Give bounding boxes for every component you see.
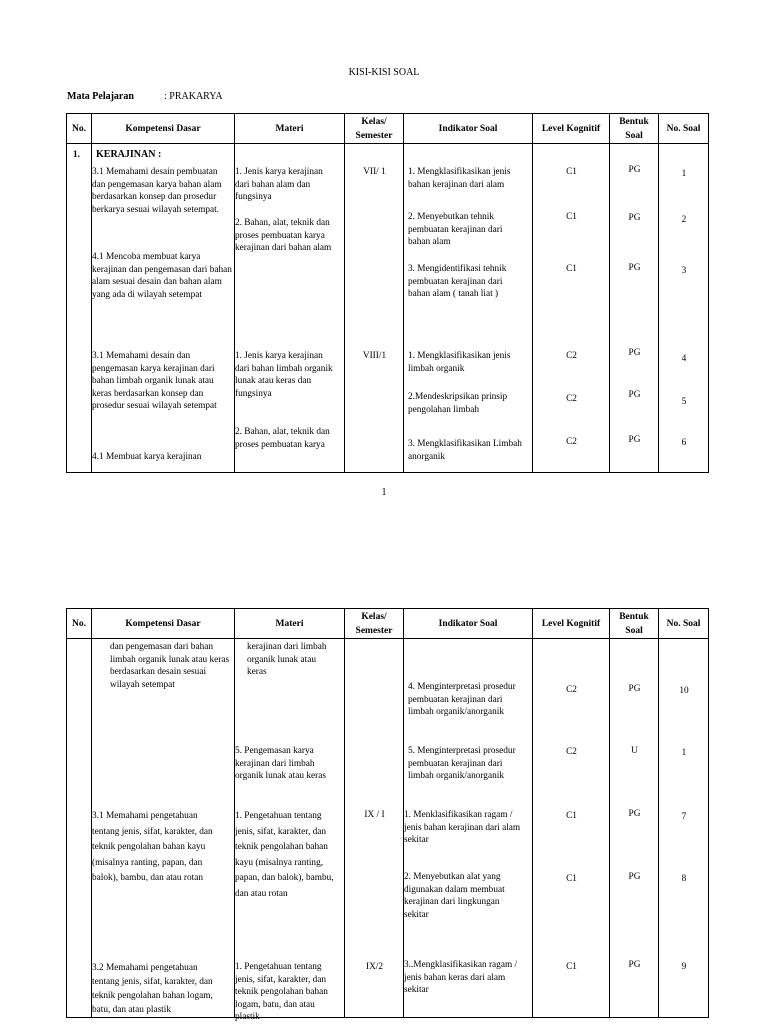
level-value: C2	[566, 437, 577, 447]
kelas-value: VII/ 1	[363, 167, 386, 177]
header-no-soal: No. Soal	[659, 114, 709, 144]
table-row	[67, 639, 709, 1018]
header-bentuk-soal: Bentuk Soal	[610, 609, 659, 639]
level-value: C2	[566, 747, 577, 757]
level-value: C2	[566, 351, 577, 361]
materi-item: 2. Bahan, alat, teknik dan proses pembuatan karya kerajinan dari bahan alam	[235, 218, 332, 253]
materi-item: 2. Bahan, alat, teknik dan proses pembuatan karya	[235, 427, 330, 450]
kd-item: 4.1 Membuat karya kerajinan	[92, 452, 202, 462]
kelas-value: IX/2	[365, 962, 384, 972]
indikator-item: 2. Menyebutkan tehnik pembuatan kerajinan dari bahan alam	[408, 212, 503, 247]
header-row	[67, 114, 709, 144]
table-row	[67, 144, 709, 473]
header-indikator-soal: Indikator Soal	[404, 114, 533, 144]
bentuk-value: PG	[628, 390, 641, 400]
bentuk-value: PG	[628, 348, 641, 358]
bentuk-value: PG	[628, 213, 641, 223]
indikator-item: 3..Mengklasifikasikan ragam / jenis bahan keras dari alam sekitar	[404, 960, 518, 995]
materi-item: 1. Pengetahuan tentang jenis, sifat, karakter, dan teknik pengolahan bahan kayu (misalnya ranting, papan, dan balok), bambu, dan atau rotan	[235, 811, 334, 899]
header-kelas-semester: Kelas/ Semester	[345, 114, 404, 144]
kd-item: 3.1 Memahami pengetahuan tentang jenis, sifat, karakter, dan teknik pengolahan bahan kayu (misalnya ranting, papan, dan balok), bambu, dan atau rotan	[92, 811, 213, 883]
bentuk-value: PG	[628, 872, 641, 882]
bentuk-value: U	[631, 746, 638, 756]
indikator-item: 5. Menginterpretasi prosedur pembuatan kerajinan dari limbah organik/anorganik	[408, 746, 516, 781]
header-no: No.	[67, 609, 92, 639]
header-materi: Materi	[235, 609, 345, 639]
kd-item: 4.1 Mencoba membuat karya kerajinan dan pengemasan dari bahan alam sesuai desain dan bahan alam yang ada di wilayah setempat	[92, 252, 232, 300]
subject-label: Mata Pelajaran	[67, 91, 134, 102]
materi-item: 1. Pengetahuan tentang jenis, sifat, karakter, dan teknik pengolahan bahan logam, batu, dan atau plastik	[235, 962, 328, 1022]
level-value: C1	[566, 811, 577, 821]
level-value: C2	[566, 394, 577, 404]
bentuk-value: PG	[628, 960, 641, 970]
bentuk-value: PG	[628, 165, 641, 175]
header-no-soal: No. Soal	[659, 609, 709, 639]
kd-item: 3.2 Memahami pengetahuan tentang jenis, sifat, karakter, dan teknik pengolahan bahan logam, batu, dan atau plastik	[92, 963, 213, 1015]
soal-number: 2	[681, 215, 687, 225]
bentuk-value: PG	[628, 435, 641, 445]
kelas-value: VIII/1	[362, 351, 387, 361]
kd-item: dan pengemasan dari bahan limbah organik lunak atau keras berdasarkan desain sesuai wilayah setempat	[110, 642, 230, 690]
level-value: C1	[566, 874, 577, 884]
header-kompetensi-dasar: Kompetensi Dasar	[92, 114, 235, 144]
level-value: C1	[566, 962, 577, 972]
page-number: 1	[381, 487, 387, 498]
kelas-value: IX / I	[364, 810, 385, 820]
indikator-item: 1. Mengklasifikasikan jenis bahan kerajinan dari alam	[408, 167, 511, 190]
soal-number: 8	[681, 874, 687, 884]
header-kelas-semester: Kelas/ Semester	[345, 609, 404, 639]
materi-item: 1. Jenis karya kerajinan dari bahan alam dan fungsinya	[235, 167, 323, 202]
bentuk-value: PG	[628, 263, 641, 273]
bentuk-value: PG	[628, 809, 641, 819]
subject-value: : PRAKARYA	[164, 91, 223, 102]
header-kompetensi-dasar: Kompetensi Dasar	[92, 609, 235, 639]
level-value: C1	[566, 212, 577, 222]
header-indikator-soal: Indikator Soal	[404, 609, 533, 639]
indikator-item: 4. Menginterpretasi prosedur pembuatan kerajinan dari limbah organik/anorganik	[408, 682, 516, 717]
indikator-item: 2.Mendeskripsikan prinsip pengolahan limbah	[408, 392, 508, 415]
kd-item: 3.1 Memahami desain dan pengemasan karya kerajinan dari bahan limbah organik lunak atau keras berdasarkan konsep dan prosedur sesuai wilayah setempat	[92, 351, 217, 411]
level-value: C2	[566, 685, 577, 695]
section-number: 1.	[73, 150, 80, 160]
indikator-item: 3. Mengklasifikasikan Limbah anorganik	[408, 439, 522, 462]
header-no: No.	[67, 114, 92, 144]
kd-item: 3.1 Memahami desain pembuatan dan pengemasan karya bahan alam berdasarkan konsep dan prosedur berkarya sesuai wilayah setempat.	[92, 167, 222, 215]
materi-item: kerajinan dari limbah organik lunak atau keras	[247, 642, 327, 677]
soal-number: 9	[681, 962, 687, 972]
soal-number: 7	[681, 812, 687, 822]
indikator-item: 2. Menyebutkan alat yang digunakan dalam membuat kerajinan dari lingkungan sekitar	[404, 872, 505, 920]
bentuk-value: PG	[628, 684, 641, 694]
indikator-item: 1. Mengklasifikasikan jenis limbah organik	[408, 351, 511, 374]
header-bentuk-soal: Bentuk Soal	[610, 114, 659, 144]
document-title: KISI-KISI SOAL	[348, 67, 420, 78]
soal-number: 3	[681, 266, 687, 276]
soal-number: 10	[679, 686, 689, 696]
level-value: C1	[566, 264, 577, 274]
indikator-item: 3. Mengidentifikasi tehnik pembuatan kerajinan dari bahan alam ( tanah liat )	[408, 264, 507, 299]
header-materi: Materi	[235, 114, 345, 144]
header-level-kognitif: Level Kognitif	[533, 609, 610, 639]
soal-number: 5	[681, 397, 687, 407]
materi-item: 1. Jenis karya kerajinan dari bahan limbah organik lunak atau keras dan fungsinya	[235, 351, 333, 399]
indikator-item: 1. Menklasifikasikan ragam / jenis bahan kerajinan dari alam sekitar	[404, 810, 521, 845]
header-row	[67, 609, 709, 639]
header-level-kognitif: Level Kognitif	[533, 114, 610, 144]
soal-number: 1	[681, 169, 687, 179]
kisi-table-page-2	[66, 608, 709, 1022]
section-title: KERAJINAN :	[96, 149, 162, 160]
level-value: C1	[566, 167, 577, 177]
soal-number: 4	[681, 354, 687, 364]
materi-item: 5. Pengemasan karya kerajinan dari limbah organik lunak atau keras	[235, 746, 326, 781]
soal-number: 6	[681, 438, 687, 448]
kisi-table-page-1	[66, 113, 709, 473]
soal-number: 1	[681, 748, 687, 758]
